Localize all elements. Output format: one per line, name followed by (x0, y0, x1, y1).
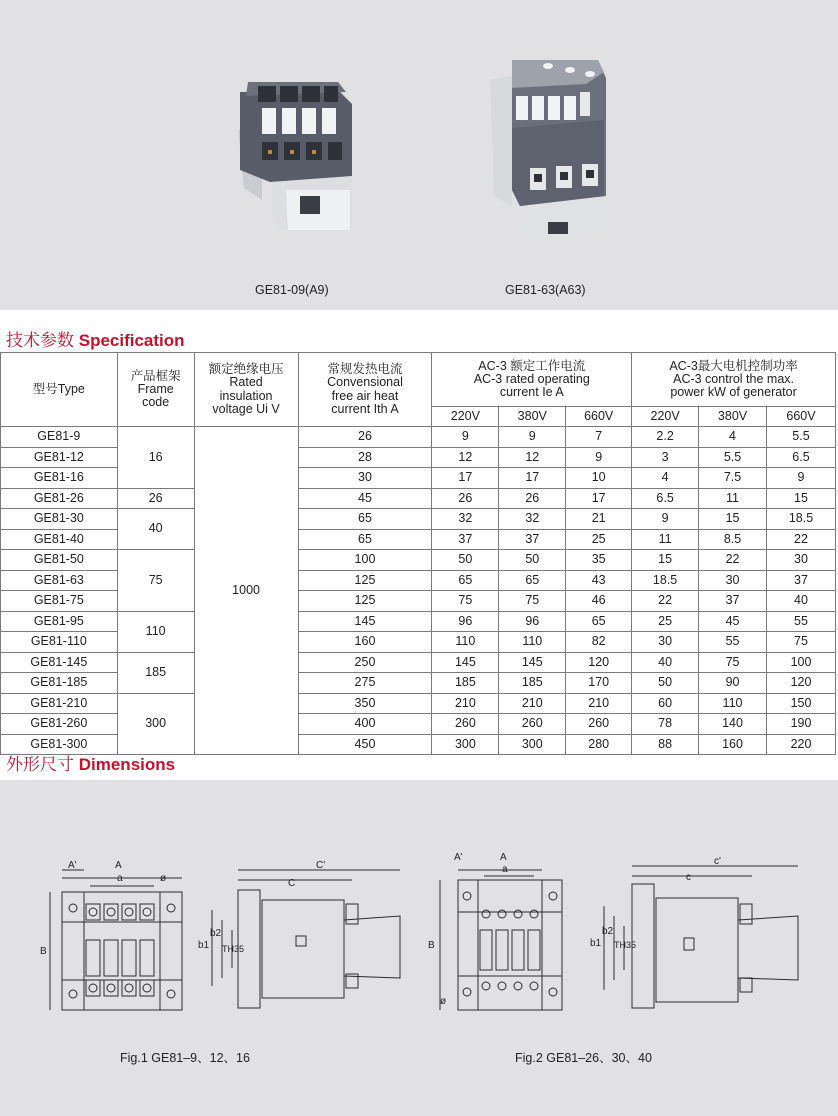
cell-pw-660: 9 (766, 468, 835, 489)
header-power-en: AC-3 control the max. power kW of generator (670, 371, 797, 400)
fig1-dim-label-c: C (288, 878, 296, 889)
dimensions-heading (6, 750, 175, 775)
cell-ie-220: 50 (432, 550, 499, 571)
cell-pw-380: 8.5 (699, 529, 767, 550)
cell-pw-660: 5.5 (766, 427, 835, 448)
header-ui-zh: 额定绝缘电压 (208, 362, 284, 377)
header-power-220v: 220V (632, 407, 699, 427)
cell-pw-220: 4 (632, 468, 699, 489)
fig1-front-view (50, 870, 182, 1010)
cell-ith: 450 (298, 734, 432, 755)
cell-pw-220: 11 (632, 529, 699, 550)
cell-ui: 1000 (194, 427, 298, 755)
header-ie-en: AC-3 rated operating current Ie A (473, 371, 590, 400)
cell-pw-380: 55 (699, 632, 767, 653)
cell-ith: 26 (298, 427, 432, 448)
fig1-side-view (212, 870, 400, 1008)
cell-pw-220: 78 (632, 714, 699, 735)
cell-pw-380: 30 (699, 570, 767, 591)
cell-pw-660: 18.5 (766, 509, 835, 530)
cell-ie-220: 300 (432, 734, 499, 755)
cell-pw-660: 100 (766, 652, 835, 673)
cell-pw-220: 9 (632, 509, 699, 530)
cell-ith: 30 (298, 468, 432, 489)
cell-pw-660: 15 (766, 488, 835, 509)
cell-ith: 65 (298, 529, 432, 550)
cell-pw-220: 3 (632, 447, 699, 468)
header-ie-zh: AC-3 额定工作电流 (478, 358, 586, 373)
cell-ith: 400 (298, 714, 432, 735)
cell-type: GE81-75 (1, 591, 118, 612)
cell-type: GE81-260 (1, 714, 118, 735)
cell-ie-220: 210 (432, 693, 499, 714)
fig1-dim-label-B: B (40, 946, 47, 957)
cell-ith: 145 (298, 611, 432, 632)
cell-frame: 75 (117, 550, 194, 612)
header-ie-380v: 380V (499, 407, 566, 427)
cell-pw-660: 190 (766, 714, 835, 735)
cell-ie-220: 185 (432, 673, 499, 694)
cell-ie-220: 37 (432, 529, 499, 550)
cell-ie-660: 43 (566, 570, 632, 591)
header-ith-en: Convensional free air heat current Ith A (327, 375, 403, 416)
cell-ie-220: 17 (432, 468, 499, 489)
cell-pw-660: 150 (766, 693, 835, 714)
cell-pw-660: 40 (766, 591, 835, 612)
cell-pw-380: 75 (699, 652, 767, 673)
header-power-660v: 660V (766, 407, 835, 427)
header-ui-en: Rated insulation voltage Ui V (212, 375, 280, 416)
cell-pw-380: 11 (699, 488, 767, 509)
cell-ith: 275 (298, 673, 432, 694)
table-row (1, 611, 836, 632)
cell-ie-660: 35 (566, 550, 632, 571)
cell-pw-380: 45 (699, 611, 767, 632)
cell-type: GE81-12 (1, 447, 118, 468)
cell-ie-380: 210 (499, 693, 566, 714)
cell-pw-380: 110 (699, 693, 767, 714)
cell-frame: 26 (117, 488, 194, 509)
cell-ith: 350 (298, 693, 432, 714)
cell-pw-220: 18.5 (632, 570, 699, 591)
header-frame-zh: 产品框架 (130, 368, 181, 383)
fig1-dim-label-phi: ø (160, 873, 167, 884)
cell-ie-220: 75 (432, 591, 499, 612)
photo-caption-left: GE81-09(A9) (255, 283, 329, 297)
fig2-dim-label-c1: c' (714, 856, 721, 867)
cell-ie-220: 26 (432, 488, 499, 509)
cell-ie-380: 110 (499, 632, 566, 653)
cell-ie-660: 46 (566, 591, 632, 612)
specification-table (0, 352, 836, 755)
cell-pw-380: 15 (699, 509, 767, 530)
cell-ie-380: 145 (499, 652, 566, 673)
cell-ie-380: 75 (499, 591, 566, 612)
fig1-dim-label-a: a (117, 873, 123, 884)
header-ie-220v: 220V (432, 407, 499, 427)
cell-frame: 300 (117, 693, 194, 755)
fig2-dim-label-th35: TH35 (614, 940, 637, 950)
dimensions-heading-zh: 外形尺寸 (6, 755, 79, 774)
cell-ie-660: 9 (566, 447, 632, 468)
cell-ie-380: 12 (499, 447, 566, 468)
cell-ie-380: 26 (499, 488, 566, 509)
cell-ie-660: 25 (566, 529, 632, 550)
fig1-dim-label-b2: b2 (210, 928, 222, 939)
fig2-dim-label-b2: b2 (602, 926, 614, 937)
fig2-side-view (604, 866, 798, 1008)
table-row (1, 693, 836, 714)
cell-ie-220: 12 (432, 447, 499, 468)
cell-pw-220: 15 (632, 550, 699, 571)
cell-type: GE81-185 (1, 673, 118, 694)
cell-pw-220: 40 (632, 652, 699, 673)
cell-ie-660: 280 (566, 734, 632, 755)
cell-ie-660: 17 (566, 488, 632, 509)
dimensions-panel (0, 780, 838, 1116)
cell-ie-660: 120 (566, 652, 632, 673)
cell-ie-660: 170 (566, 673, 632, 694)
header-type: 型号Type (1, 353, 118, 427)
cell-frame: 40 (117, 509, 194, 550)
cell-pw-220: 60 (632, 693, 699, 714)
cell-ie-380: 37 (499, 529, 566, 550)
fig1-caption: Fig.1 GE81–9、12、16 (120, 1051, 250, 1065)
cell-ie-380: 185 (499, 673, 566, 694)
fig2-front-view (440, 870, 562, 1010)
cell-ie-660: 21 (566, 509, 632, 530)
cell-frame: 110 (117, 611, 194, 652)
product-photo-panel (0, 0, 838, 310)
cell-type: GE81-63 (1, 570, 118, 591)
dimensions-heading-en: Dimensions (78, 755, 176, 774)
cell-pw-380: 140 (699, 714, 767, 735)
cell-ith: 28 (298, 447, 432, 468)
cell-ie-660: 10 (566, 468, 632, 489)
fig2-dim-label-c: c (686, 872, 691, 883)
cell-ie-660: 260 (566, 714, 632, 735)
cell-ie-380: 9 (499, 427, 566, 448)
fig2-dim-label-a: a (502, 864, 508, 875)
cell-pw-380: 4 (699, 427, 767, 448)
cell-ith: 160 (298, 632, 432, 653)
cell-pw-660: 55 (766, 611, 835, 632)
cell-pw-380: 37 (699, 591, 767, 612)
cell-pw-380: 90 (699, 673, 767, 694)
fig2-dim-label-phi: ø (440, 996, 447, 1007)
cell-ie-220: 145 (432, 652, 499, 673)
cell-pw-660: 6.5 (766, 447, 835, 468)
cell-type: GE81-40 (1, 529, 118, 550)
cell-ie-380: 300 (499, 734, 566, 755)
cell-pw-220: 30 (632, 632, 699, 653)
fig1-dim-label-th35: TH35 (222, 944, 245, 954)
cell-pw-220: 50 (632, 673, 699, 694)
table-row (1, 427, 836, 448)
cell-ie-220: 260 (432, 714, 499, 735)
cell-frame: 16 (117, 427, 194, 489)
cell-ie-220: 32 (432, 509, 499, 530)
cell-ith: 65 (298, 509, 432, 530)
cell-ie-220: 96 (432, 611, 499, 632)
table-row (1, 488, 836, 509)
cell-pw-660: 220 (766, 734, 835, 755)
fig1-dim-label-b1: b1 (198, 940, 210, 951)
fig1-dim-label-A: A (115, 860, 122, 871)
cell-ith: 100 (298, 550, 432, 571)
cell-pw-660: 30 (766, 550, 835, 571)
cell-pw-220: 88 (632, 734, 699, 755)
cell-ie-380: 50 (499, 550, 566, 571)
cell-ie-380: 17 (499, 468, 566, 489)
header-power-380v: 380V (699, 407, 767, 427)
fig2-dim-label-B: B (428, 940, 435, 951)
header-power-zh: AC-3最大电机控制功率 (669, 358, 798, 373)
cell-type: GE81-210 (1, 693, 118, 714)
fig1-dim-label-c1: C' (316, 860, 326, 871)
fig2-dim-label-a1: A' (454, 852, 463, 863)
header-power (632, 353, 836, 407)
contactor-a9-photo (0, 0, 838, 310)
cell-ie-380: 260 (499, 714, 566, 735)
cell-ie-380: 65 (499, 570, 566, 591)
header-ui (194, 353, 298, 427)
header-frame (117, 353, 194, 427)
cell-ie-380: 96 (499, 611, 566, 632)
cell-ith: 125 (298, 570, 432, 591)
cell-pw-220: 6.5 (632, 488, 699, 509)
cell-frame: 185 (117, 652, 194, 693)
cell-type: GE81-50 (1, 550, 118, 571)
cell-ie-220: 9 (432, 427, 499, 448)
cell-pw-380: 7.5 (699, 468, 767, 489)
cell-pw-660: 37 (766, 570, 835, 591)
cell-pw-220: 25 (632, 611, 699, 632)
fig2-dim-label-A: A (500, 852, 507, 863)
cell-ie-220: 65 (432, 570, 499, 591)
cell-ie-660: 65 (566, 611, 632, 632)
header-ie (432, 353, 632, 407)
fig2-dim-label-b1: b1 (590, 938, 602, 949)
cell-pw-220: 2.2 (632, 427, 699, 448)
cell-pw-660: 22 (766, 529, 835, 550)
header-frame-en: Frame code (137, 381, 174, 410)
cell-ie-660: 7 (566, 427, 632, 448)
cell-type: GE81-9 (1, 427, 118, 448)
cell-pw-220: 22 (632, 591, 699, 612)
cell-type: GE81-95 (1, 611, 118, 632)
cell-type: GE81-26 (1, 488, 118, 509)
cell-ie-220: 110 (432, 632, 499, 653)
specification-heading-en: Specification (78, 331, 185, 350)
cell-type: GE81-110 (1, 632, 118, 653)
specification-heading-zh: 技术参数 (6, 331, 79, 350)
cell-type: GE81-30 (1, 509, 118, 530)
cell-ith: 45 (298, 488, 432, 509)
fig1-dim-label-a1: A' (68, 860, 77, 871)
header-ith-zh: 常规发热电流 (327, 362, 403, 377)
cell-ith: 250 (298, 652, 432, 673)
header-ie-660v: 660V (566, 407, 632, 427)
header-ith (298, 353, 432, 427)
cell-pw-660: 120 (766, 673, 835, 694)
cell-type: GE81-145 (1, 652, 118, 673)
specification-heading (6, 326, 185, 351)
cell-pw-660: 75 (766, 632, 835, 653)
cell-type: GE81-300 (1, 734, 118, 755)
cell-ie-660: 82 (566, 632, 632, 653)
cell-ie-380: 32 (499, 509, 566, 530)
cell-pw-380: 5.5 (699, 447, 767, 468)
cell-pw-380: 22 (699, 550, 767, 571)
cell-ie-660: 210 (566, 693, 632, 714)
table-row (1, 550, 836, 571)
cell-ith: 125 (298, 591, 432, 612)
fig2-caption: Fig.2 GE81–26、30、40 (515, 1051, 652, 1065)
cell-pw-380: 160 (699, 734, 767, 755)
cell-type: GE81-16 (1, 468, 118, 489)
photo-caption-right: GE81-63(A63) (505, 283, 586, 297)
table-row (1, 652, 836, 673)
table-row (1, 509, 836, 530)
